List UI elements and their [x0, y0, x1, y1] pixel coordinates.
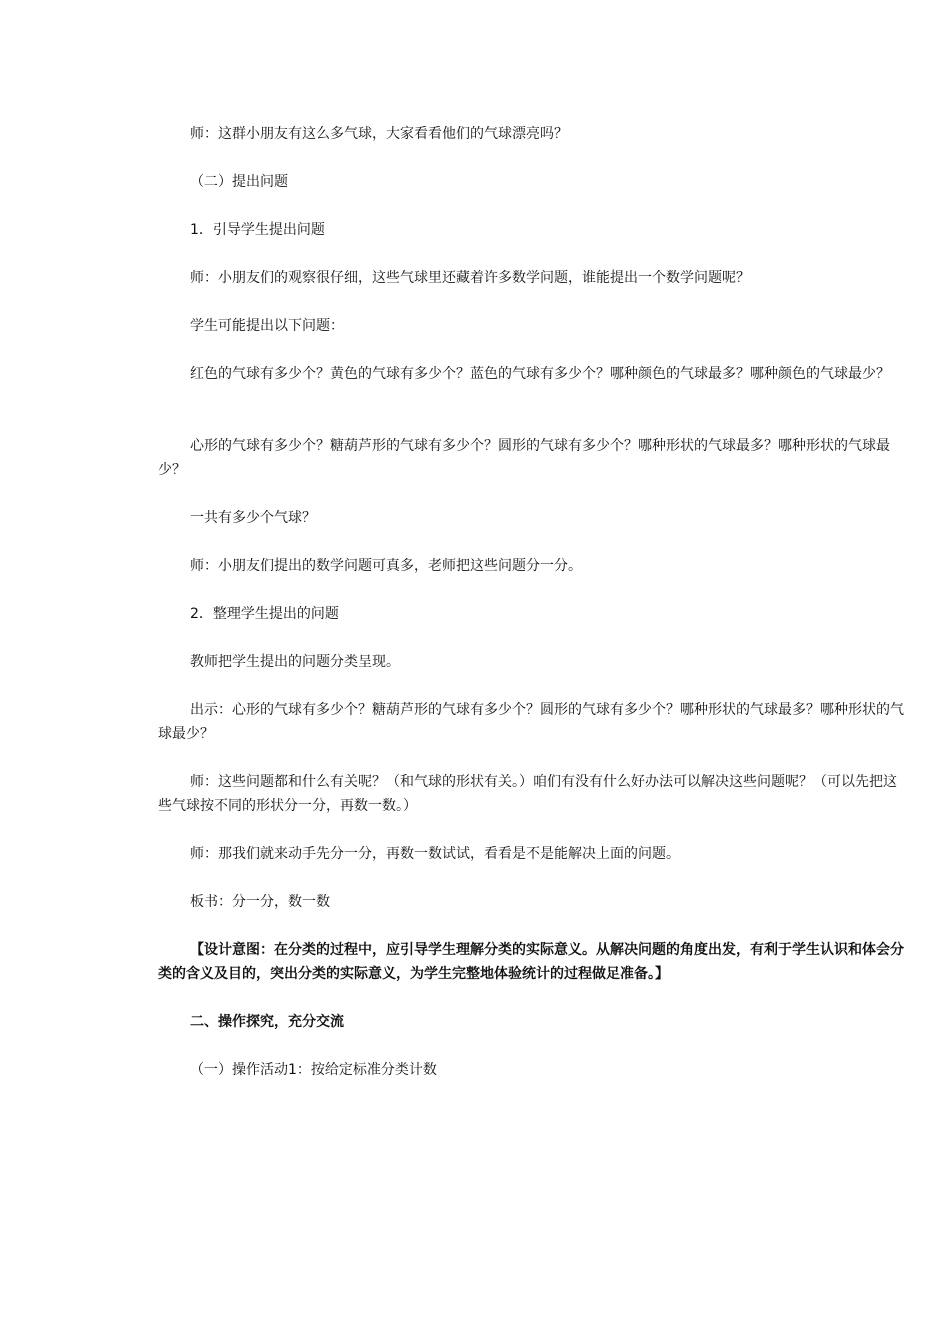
paragraph-total-question: 一共有多少个气球？: [190, 510, 316, 526]
paragraph-color-questions: 红色的气球有多少个？黄色的气球有多少个？蓝色的气球有多少个？哪种颜色的气球最多？哪种颜色的气球最少？: [190, 366, 890, 382]
paragraph-design-intent: 【设计意图：在分类的过程中，应引导学生理解分类的实际意义。从解决问题的角度出发，有利于学生认识和体会分类的含义及目的，突出分类的实际意义，为学生完整地体验统计的过程做足准备。】: [158, 942, 904, 982]
heading-guide-students: 1．引导学生提出问题: [190, 222, 325, 238]
paragraph-teacher-present: 教师把学生提出的问题分类呈现。: [190, 654, 400, 670]
paragraph-students-may-ask: 学生可能提出以下问题：: [190, 318, 344, 334]
paragraph-teacher-related: 师：这些问题都和什么有关呢？（和气球的形状有关。）咱们有没有什么好办法可以解决这些问题呢？（可以先把这些气球按不同的形状分一分，再数一数。）: [158, 774, 897, 814]
paragraph-board-writing: 板书：分一分，数一数: [190, 894, 330, 910]
heading-organize-questions: 2．整理学生提出的问题: [190, 606, 339, 622]
paragraph-teacher-try: 师：那我们就来动手先分一分，再数一数试试，看看是不是能解决上面的问题。: [190, 846, 680, 862]
heading-operate-explore: 二、操作探究，充分交流: [190, 1014, 344, 1030]
paragraph-teacher-sort: 师：小朋友们提出的数学问题可真多，老师把这些问题分一分。: [190, 558, 582, 574]
paragraph-show-shapes: 出示：心形的气球有多少个？糖葫芦形的气球有多少个？圆形的气球有多少个？哪种形状的气球最多？哪种形状的气球最少？: [158, 702, 904, 742]
paragraph-shape-questions: 心形的气球有多少个？糖葫芦形的气球有多少个？圆形的气球有多少个？哪种形状的气球最多？哪种形状的气球最少？: [158, 438, 890, 478]
heading-raise-questions: （二）提出问题: [190, 174, 288, 190]
paragraph-teacher-observe: 师：小朋友们的观察很仔细，这些气球里还藏着许多数学问题，谁能提出一个数学问题呢？: [190, 270, 750, 286]
paragraph-teacher-balloons: 师：这群小朋友有这么多气球，大家看看他们的气球漂亮吗？: [190, 126, 568, 142]
heading-activity-one: （一）操作活动1：按给定标准分类计数: [190, 1062, 437, 1078]
